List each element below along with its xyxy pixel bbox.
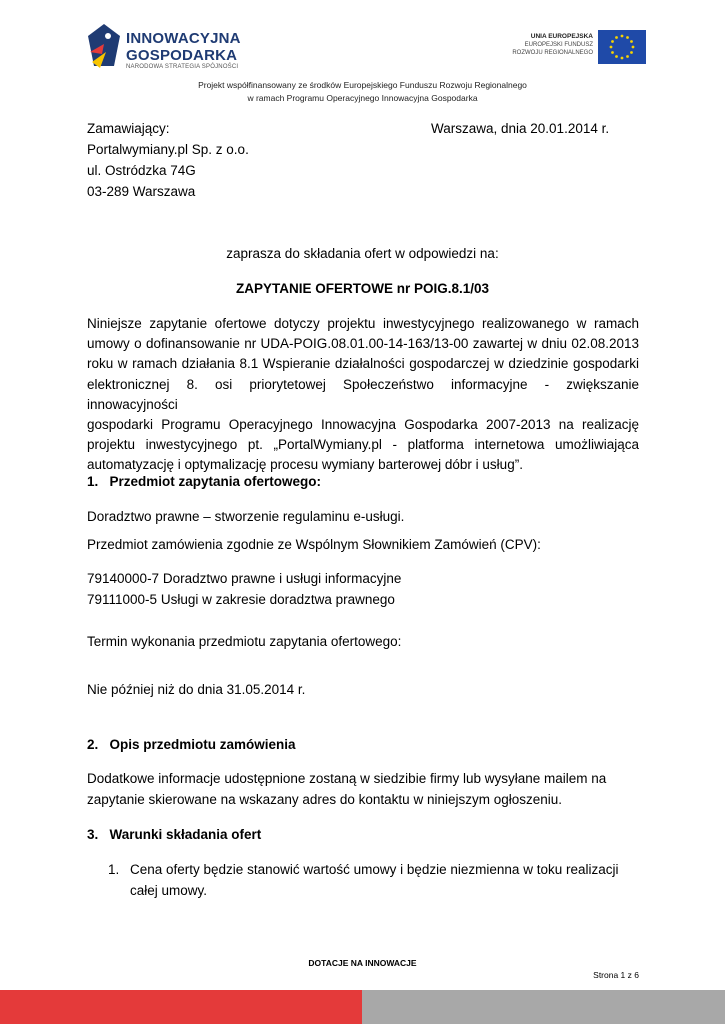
orderer-street: ul. Ostródzka 74G	[87, 163, 196, 178]
orderer-name: Portalwymiany.pl Sp. z o.o.	[87, 142, 249, 157]
logo-left-line2: GOSPODARKA	[126, 47, 238, 64]
section3-item1-line2: całej umowy.	[130, 883, 208, 898]
date-place: Warszawa, dnia 20.01.2014 r.	[431, 121, 610, 136]
logo-left-line3: NARODOWA STRATEGIA SPÓJNOŚCI	[126, 64, 239, 70]
intro-line: elektronicznej 8. osi priorytetowej Społeczeństwo informacyjne - zwiększanie innowacyjności	[87, 376, 639, 412]
page-number: Strona 1 z 6	[593, 970, 639, 980]
section1-line1: Doradztwo prawne – stworzenie regulaminu e-usługi.	[87, 509, 405, 524]
logo-mark-icon	[86, 22, 122, 72]
intro-line: umowy o dofinansowanie nr UDA-POIG.08.01.00-14-163/13-00 zawartej w dniu 02.08.2013	[87, 336, 639, 352]
logo-left-line1: INNOWACYJNA	[126, 30, 241, 47]
innowacyjna-gospodarka-logo	[86, 22, 246, 74]
eu-logo-line1: UNIA EUROPEJSKA	[530, 33, 593, 40]
intro-line: Niniejsze zapytanie ofertowe dotyczy projektu inwestycyjnego realizowanego w ramach	[87, 316, 639, 331]
intro-line: roku w ramach działania 8.1 Wspieranie działalności gospodarczej w dziedzinie gospodarki	[87, 356, 639, 372]
project-line-1: Projekt współfinansowany ze środków Europejskiego Funduszu Rozwoju Regionalnego	[198, 80, 527, 90]
eu-logo	[512, 30, 646, 66]
eu-logo-line3: ROZWOJU REGIONALNEGO	[512, 50, 593, 56]
eu-flag-icon	[598, 30, 646, 64]
footer-title: DOTACJE NA INNOWACJE	[308, 958, 417, 968]
section1-line2: Przedmiot zamówienia zgodnie ze Wspólnym Słownikiem Zamówień (CPV):	[87, 537, 541, 552]
document-title: ZAPYTANIE OFERTOWE nr POIG.8.1/03	[235, 281, 490, 296]
eu-logo-line2: EUROPEJSKI FUNDUSZ	[524, 42, 593, 48]
invite-text: zaprasza do składania ofert w odpowiedzi na:	[226, 246, 499, 261]
section3-heading: 3. Warunki składania ofert	[87, 827, 262, 842]
intro-paragraph	[87, 314, 639, 476]
section3-item1-line1: Cena oferty będzie stanowić wartość umowy i będzie niezmienna w toku realizacji	[130, 862, 619, 877]
section2-line1: Dodatkowe informacje udostępnione zostaną w siedzibie firmy lub wysyłane mailem na	[87, 771, 607, 786]
section2-line2: zapytanie skierowane na wskazany adres do kontaktu w niniejszym ogłoszeniu.	[87, 792, 563, 807]
footer-bar-grey	[362, 990, 725, 1024]
term-value: Nie później niż do dnia 31.05.2014 r.	[87, 682, 306, 697]
term-label: Termin wykonania przedmiotu zapytania ofertowego:	[87, 634, 402, 649]
section2-heading: 2. Opis przedmiotu zamówienia	[87, 737, 296, 752]
section3-item1-number: 1.	[108, 862, 120, 877]
orderer-label: Zamawiający:	[87, 121, 170, 136]
cpv-code-1: 79140000-7 Doradztwo prawne i usługi informacyjne	[87, 571, 402, 586]
footer-bar-red	[0, 990, 362, 1024]
intro-line: gospodarki Programu Operacyjnego Innowacyjna Gospodarka 2007-2013 na realizację	[87, 417, 639, 433]
orderer-city: 03-289 Warszawa	[87, 184, 196, 199]
cpv-code-2: 79111000-5 Usługi w zakresie doradztwa prawnego	[87, 592, 395, 607]
intro-line: projektu inwestycyjnego pt. „PortalWymiany.pl - platforma internetowa umożliwiająca	[87, 437, 639, 453]
section1-heading: 1. Przedmiot zapytania ofertowego:	[87, 474, 322, 489]
intro-line: automatyzację i optymalizację procesu wymiany barterowej dóbr i usług”.	[87, 457, 523, 473]
project-line-2: w ramach Programu Operacyjnego Innowacyjna Gospodarka	[247, 93, 478, 103]
